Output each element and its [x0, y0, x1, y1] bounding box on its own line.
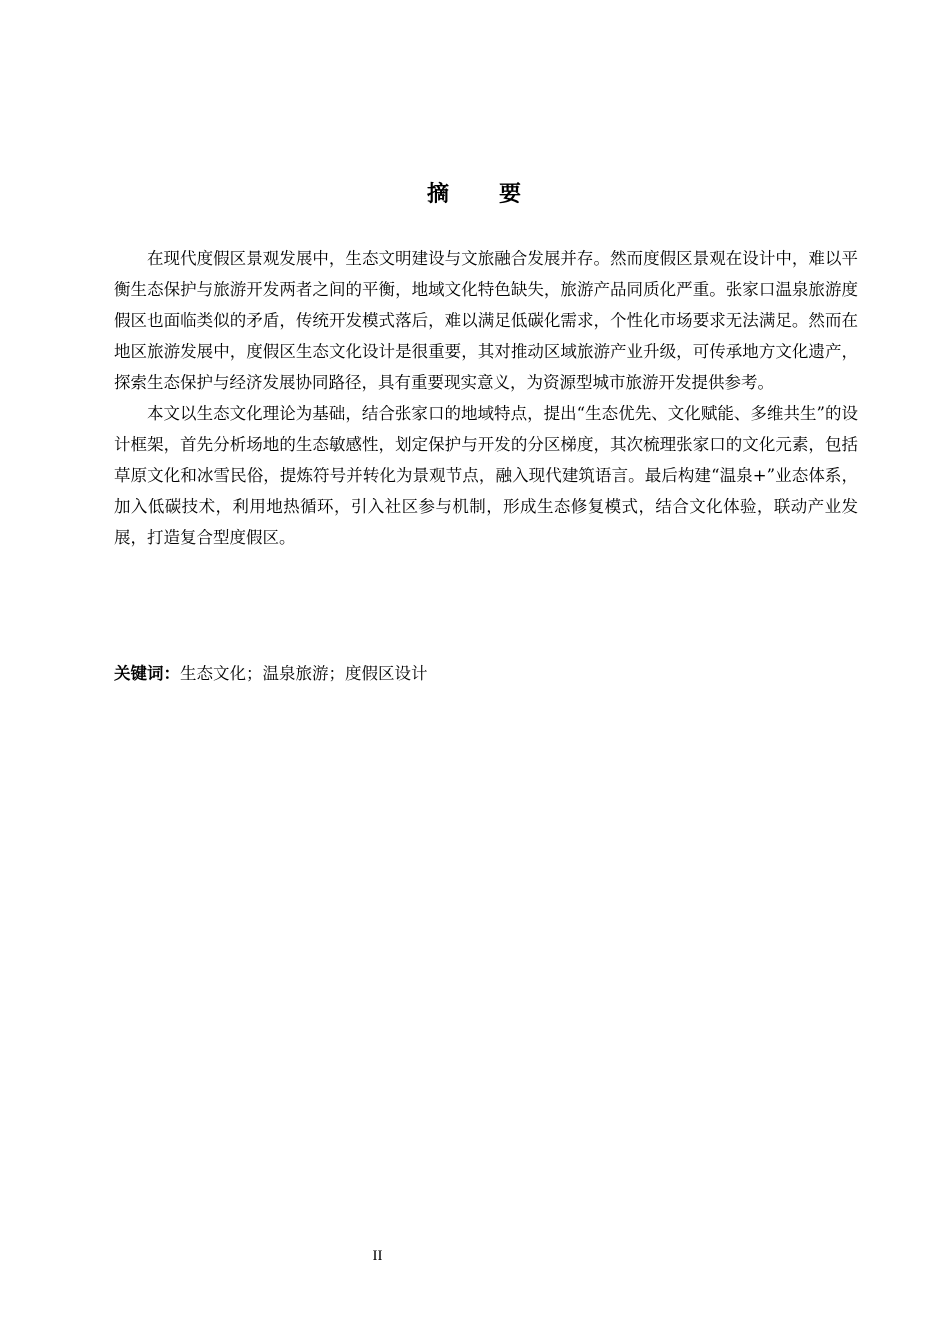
title-char-2: 要 — [499, 182, 524, 207]
keywords-value: 生态文化；温泉旅游；度假区设计 — [180, 664, 428, 683]
keywords-line — [114, 660, 858, 688]
page-title — [0, 178, 950, 212]
abstract-paragraph-2: 本文以生态文化理论为基础，结合张家口的地域特点，提出“生态优先、文化赋能、多维共生”的设计框架，首先分析场地的生态敏感性，划定保护与开发的分区梯度，其次梳理张家口的文化元素，包括草原文化和冰雪民俗，提炼符号并转化为景观节点，融入现代建筑语言。最后构建“温泉+”业态体系，加入低碳技术，利用地热循环，引入社区参与机制，形成生态修复模式，结合文化体验，联动产业发展，打造复合型度假区。 — [114, 404, 858, 547]
title-char-1: 摘 — [426, 182, 451, 207]
abstract-paragraph-1: 在现代度假区景观发展中，生态文明建设与文旅融合发展并存。然而度假区景观在设计中，难以平衡生态保护与旅游开发两者之间的平衡，地域文化特色缺失，旅游产品同质化严重。张家口温泉旅游度假区也面临类似的矛盾，传统开发模式落后，难以满足低碳化需求，个性化市场要求无法满足。然而在地区旅游发展中，度假区生态文化设计是很重要，其对推动区域旅游产业升级，可传承地方文化遗产，探索生态保护与经济发展协同路径，具有重要现实意义，为资源型城市旅游开发提供参考。 — [114, 249, 858, 392]
abstract-body — [114, 243, 858, 553]
keywords-label: 关键词： — [114, 664, 180, 683]
page-number: II — [372, 1248, 383, 1264]
